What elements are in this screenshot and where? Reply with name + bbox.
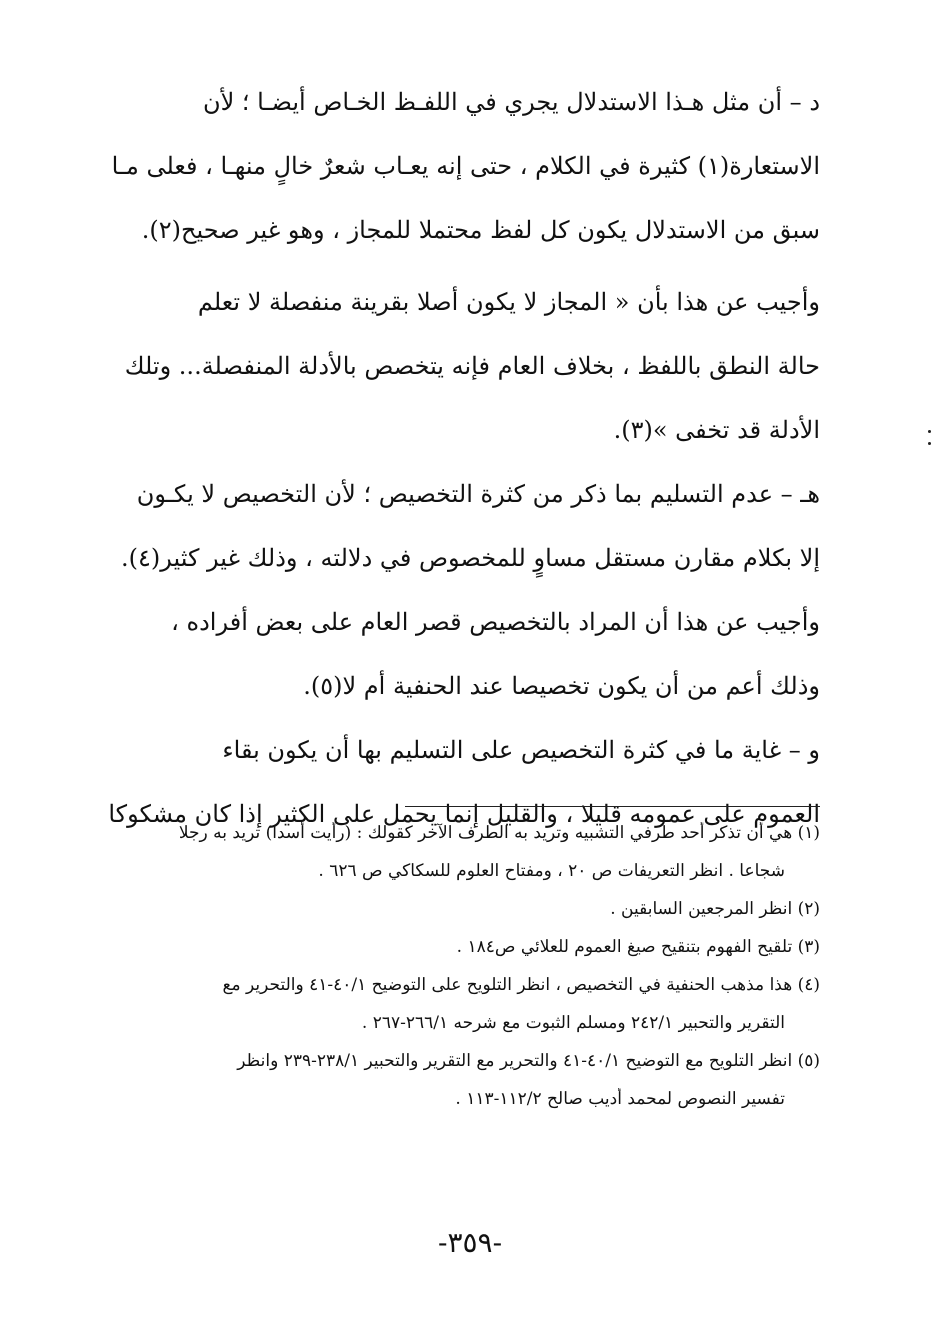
footnote-line: (٤) هذا مذهب الحنفية في التخصيص ، انظر التلويح على التوضيح ٤٠/١-٤١ والتحرير مع: [222, 975, 820, 995]
body-line: حالة النطق باللفظ ، بخلاف العام فإنه يتخصص بالأدلة المنفصلة... وتلك: [124, 352, 820, 380]
footnote-line: شجاعا . انظر التعريفات ص ٢٠ ، ومفتاح العلوم للسكاكي ص ٦٢٦ .: [318, 861, 785, 881]
footnote-line: (٣) تلقيح الفهوم بتنقيح صيغ العموم للعلائي ص١٨٤ .: [456, 937, 820, 957]
footnote-line: (٥) انظر التلويح مع التوضيح ٤٠/١-٤١ والتحرير مع التقرير والتحبير ٢٣٨/١-٢٣٩ وانظر: [237, 1051, 820, 1071]
footnote-4: [80, 974, 820, 1034]
body-line: هـ – عدم التسليم بما ذكر من كثرة التخصيص ؛ لأن التخصيص لا يكـون: [136, 480, 820, 508]
footnote-line: تفسير النصوص لمحمد أديب صالح ١١٢/٢-١١٣ .: [455, 1089, 785, 1109]
body-line: سبق من الاستدلال يكون كل لفظ محتملا للمجاز ، وهو غير صحيح(٢).: [141, 216, 820, 244]
page-number: -٣٥٩-: [437, 1226, 503, 1259]
body-line: العموم على عمومه قليلا ، والقليل إنما يحمل على الكثير إذا كان مشكوكا: [108, 800, 820, 828]
footnote-line: التقرير والتحبير ٢٤٢/١ ومسلم الثبوت مع شرحه ٢٦٦/١-٢٦٧ .: [361, 1013, 785, 1033]
footnote-divider: [405, 806, 820, 807]
body-line: وأجيب عن هذا أن المراد بالتخصيص قصر العام على بعض أفراده ،: [171, 608, 820, 636]
footnotes: [80, 822, 820, 1126]
footnote-1: [80, 822, 820, 882]
body-text: [78, 70, 820, 846]
body-line: إلا بكلام مقارن مستقل مساوٍ للمخصوص في دلالته ، وذلك غير كثير(٤).: [120, 544, 820, 572]
footnote-5: [80, 1050, 820, 1110]
margin-marks: [926, 428, 934, 448]
body-line: و – غاية ما في كثرة التخصيص على التسليم بها أن يكون بقاء: [222, 736, 820, 764]
footnote-3: [80, 936, 820, 958]
footnote-2: [80, 898, 820, 920]
body-line: الاستعارة(١) كثيرة في الكلام ، حتى إنه يعـاب شعرٌ خالٍ منهـا ، فعلى مـا: [111, 152, 820, 180]
body-line: د – أن مثل هـذا الاستدلال يجري في اللفـظ الخـاص أيضـا ؛ لأن: [202, 88, 820, 116]
body-line: وأجيب عن هذا بأن « المجاز لا يكون أصلا بقرينة منفصلة لا تعلم: [197, 288, 820, 316]
footnote-line: (٢) انظر المرجعين السابقين .: [610, 899, 820, 919]
body-line: الأدلة قد تخفى »(٣).: [613, 416, 820, 444]
footnote-line: (١) هي أن تذكر أحد طرفي التشبيه وتريد به الطرف الآخر كقولك : (رأيت أسدا) تريد به رجلا: [178, 823, 820, 843]
body-line: وذلك أعم من أن يكون تخصيصا عند الحنفية أم لا(٥).: [303, 672, 820, 700]
